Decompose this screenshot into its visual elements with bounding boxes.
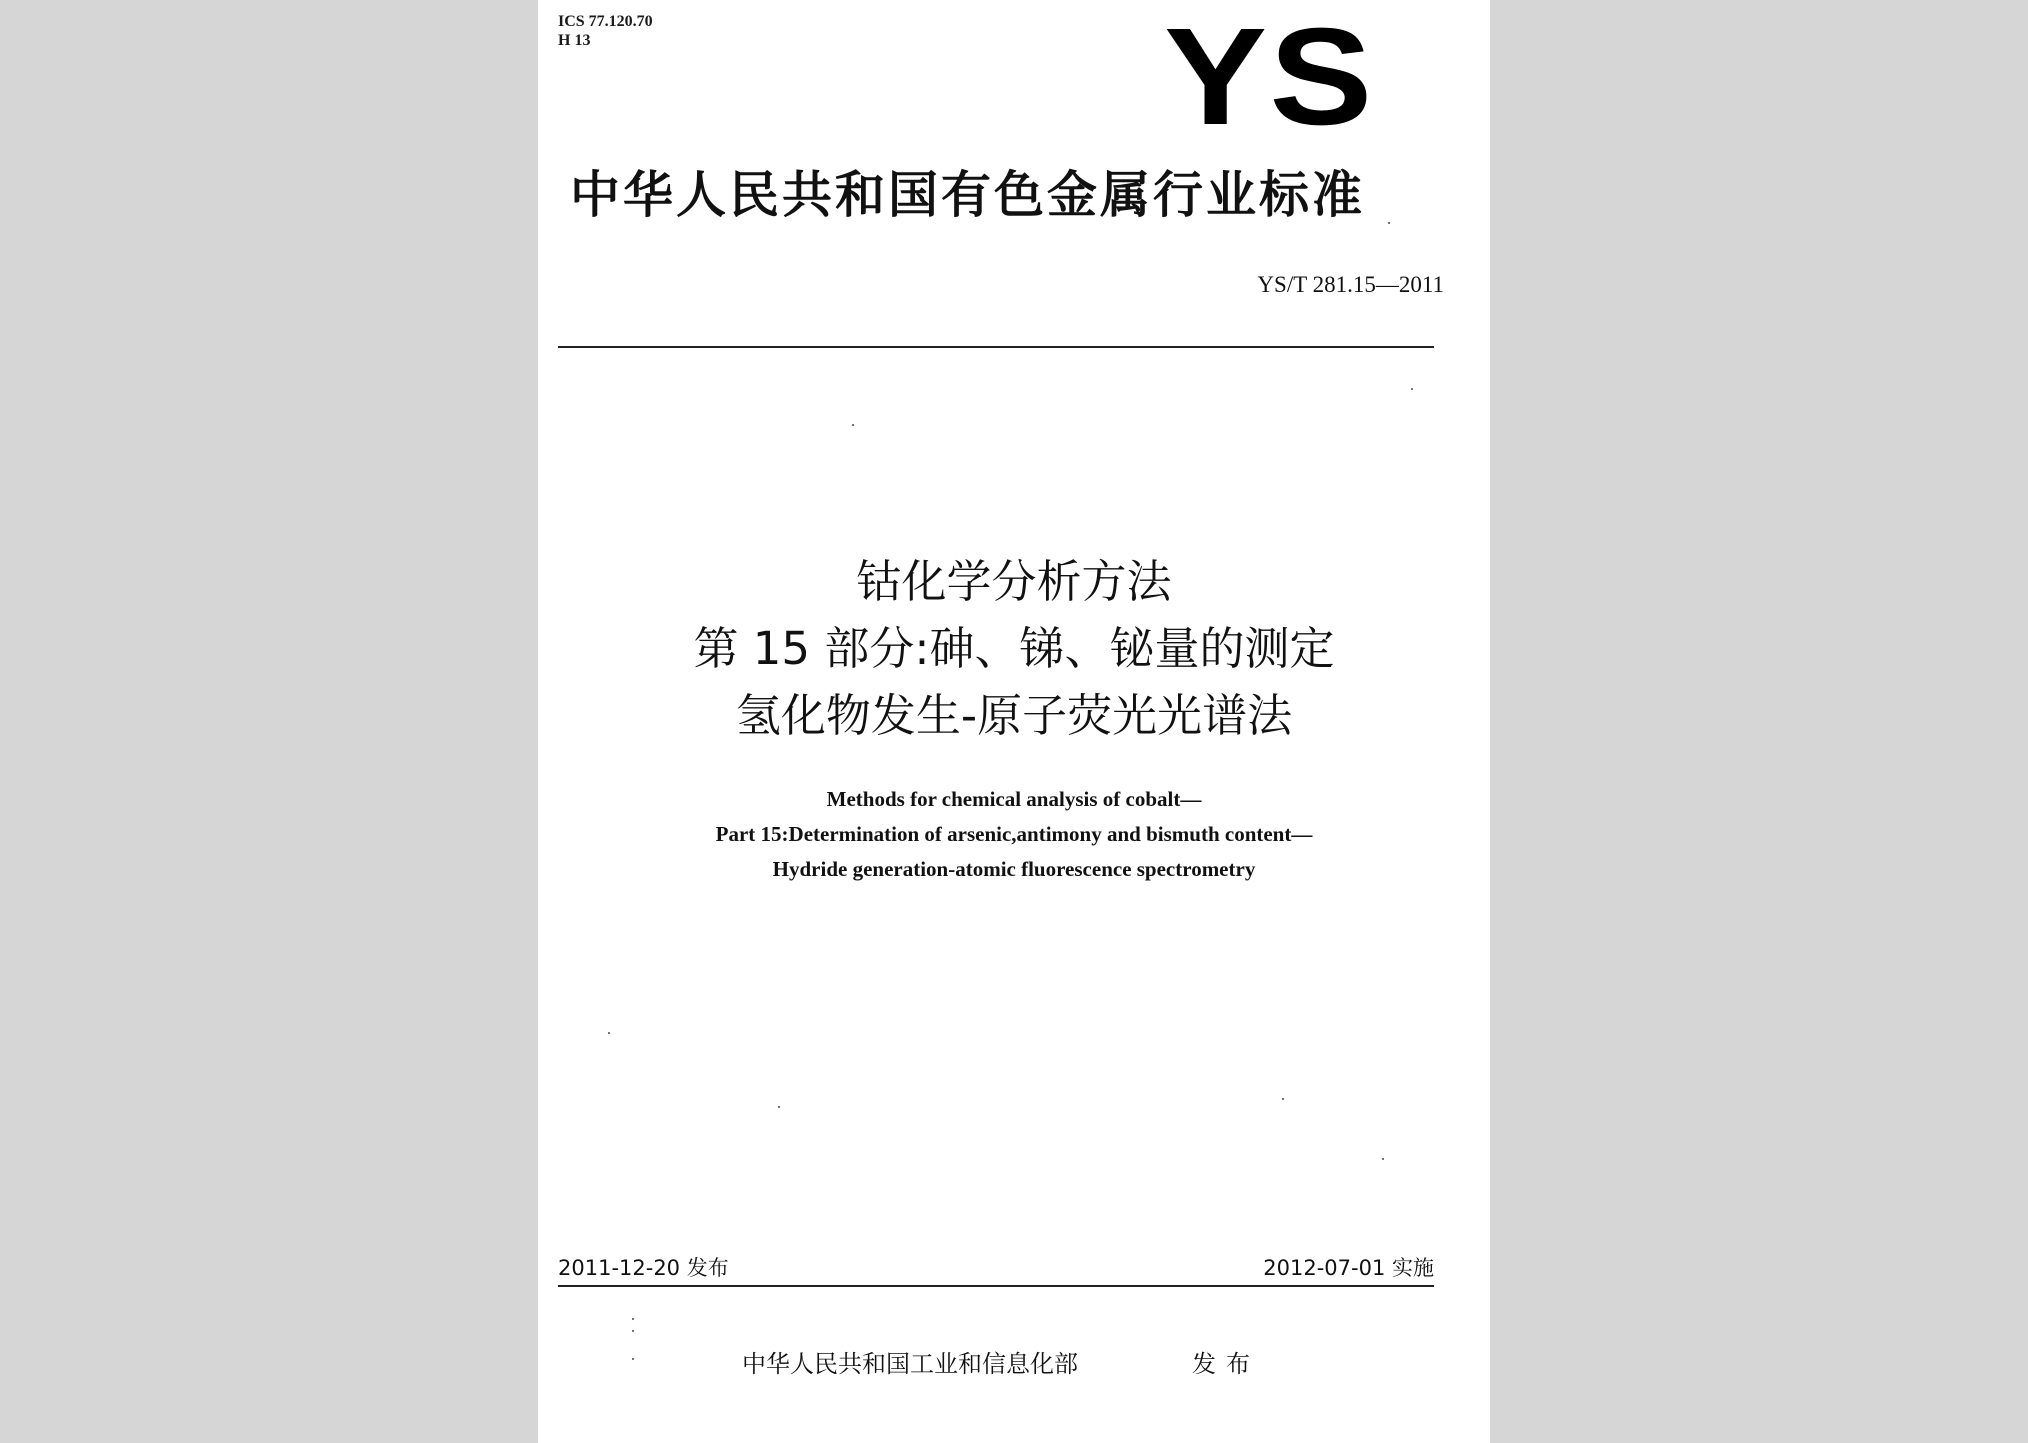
publisher-name: 中华人民共和国工业和信息化部 xyxy=(742,1350,1078,1378)
scan-speck xyxy=(1411,388,1413,390)
scan-speck xyxy=(1382,1158,1384,1160)
scan-speck xyxy=(608,1032,610,1034)
classification-codes xyxy=(558,12,653,50)
scan-speck xyxy=(852,424,854,426)
top-divider xyxy=(558,346,1434,348)
scan-speck xyxy=(632,1358,634,1360)
ccs-code: H 13 xyxy=(558,32,591,49)
effective-date: 2012-07-01 实施 xyxy=(1263,1256,1434,1280)
scan-speck xyxy=(778,1106,780,1108)
english-title-line-3: Hydride generation-atomic fluorescence spectrometry xyxy=(772,857,1256,881)
chinese-title-line-1: 钴化学分析方法 xyxy=(856,555,1172,608)
scan-speck xyxy=(632,1330,634,1332)
industry-standard-title: 中华人民共和国有色金属行业标准 xyxy=(570,166,1365,224)
standard-number: YS/T 281.15—2011 xyxy=(1257,272,1444,297)
scan-speck xyxy=(632,1318,634,1320)
ics-code: ICS 77.120.70 xyxy=(558,13,653,30)
chinese-title xyxy=(538,548,1490,749)
bottom-divider xyxy=(558,1285,1434,1287)
chinese-title-line-3: 氢化物发生-原子荧光光谱法 xyxy=(735,689,1293,742)
ys-logo: YS xyxy=(1164,0,1375,154)
english-title xyxy=(538,782,1490,887)
english-title-line-1: Methods for chemical analysis of cobalt— xyxy=(826,787,1202,811)
publish-label: 发布 xyxy=(1192,1350,1260,1378)
document-page xyxy=(538,0,1490,1443)
english-title-line-2: Part 15:Determination of arsenic,antimony and bismuth content— xyxy=(715,822,1313,846)
chinese-title-line-2: 第 15 部分:砷、锑、铋量的测定 xyxy=(693,622,1335,675)
issue-date: 2011-12-20 发布 xyxy=(558,1256,729,1280)
scan-speck xyxy=(1388,222,1390,224)
scan-speck xyxy=(1282,1098,1284,1100)
